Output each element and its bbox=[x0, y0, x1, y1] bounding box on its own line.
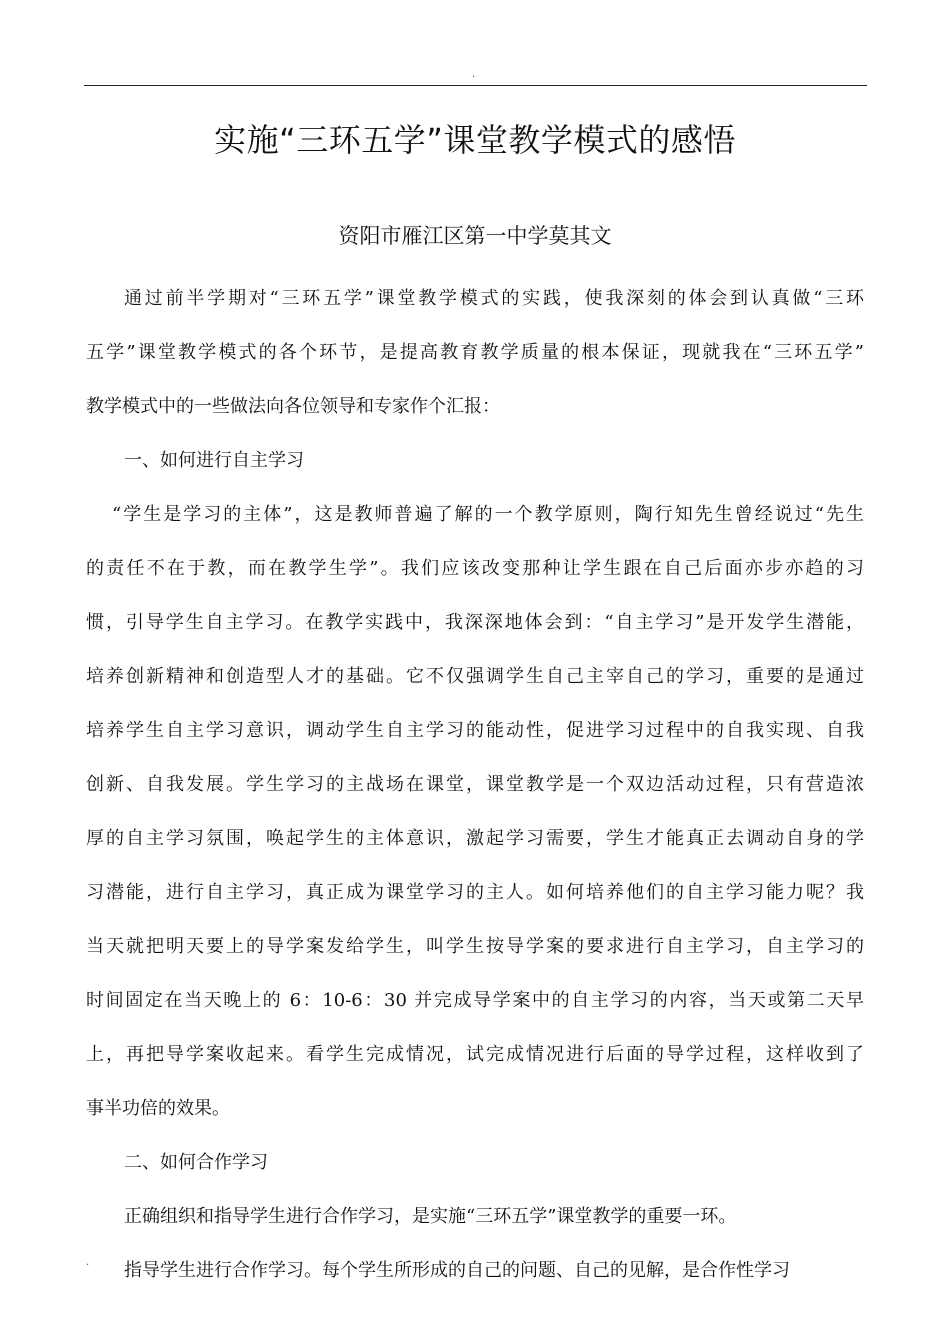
paragraph-line: 二、如何合作学习 bbox=[124, 1152, 268, 1173]
document-author: 资阳市雁江区第一中学莫其文 bbox=[338, 224, 612, 248]
footer-mark: . bbox=[86, 1257, 90, 1268]
paragraph-line: 培养创新精神和创造型人才的基础。它不仅强调学生自己主宰自己的学习，重要的是通过 bbox=[86, 666, 864, 687]
paragraph-line: 正确组织和指导学生进行合作学习，是实施“三环五学”课堂教学的重要一环。 bbox=[124, 1206, 737, 1227]
paragraph-line: 当天就把明天要上的导学案发给学生，叫学生按导学案的要求进行自主学习，自主学习的 bbox=[86, 936, 864, 957]
paragraph-line: 时间固定在当天晚上的 6：10-6：30 并完成导学案中的自主学习的内容，当天或第二天早 bbox=[86, 990, 864, 1011]
paragraph-line: 一、如何进行自主学习 bbox=[124, 450, 304, 471]
paragraph-line: 创新、自我发展。学生学习的主战场在课堂，课堂教学是一个双边活动过程，只有营造浓 bbox=[86, 774, 864, 795]
paragraph-line: 事半功倍的效果。 bbox=[86, 1098, 230, 1119]
paragraph-line: “学生是学习的主体”，这是教师普遍了解的一个教学原则，陶行知先生曾经说过“先生 bbox=[112, 504, 864, 525]
paragraph bbox=[86, 488, 864, 1136]
paragraph bbox=[86, 434, 864, 488]
paragraph-line: 指导学生进行合作学习。每个学生所形成的自己的问题、自己的见解，是合作性学习 bbox=[124, 1260, 790, 1281]
paragraph-line: 的责任不在于教，而在教学生学”。我们应该改变那种让学生跟在自己后面亦步亦趋的习 bbox=[86, 558, 864, 579]
paragraph-line: 惯，引导学生自主学习。在教学实践中，我深深地体会到：“自主学习”是开发学生潜能， bbox=[86, 612, 864, 633]
paragraph-line: 通过前半学期对“三环五学”课堂教学模式的实践，使我深刻的体会到认真做“三环 bbox=[124, 288, 864, 309]
paragraph-line: 五学”课堂教学模式的各个环节，是提高教育教学质量的根本保证，现就我在“三环五学” bbox=[86, 342, 864, 363]
paragraph bbox=[86, 272, 864, 434]
paragraph bbox=[86, 1190, 864, 1244]
paragraph-line: 教学模式中的一些做法向各位领导和专家作个汇报： bbox=[86, 396, 500, 417]
paragraph-line: 厚的自主学习氛围，唤起学生的主体意识，激起学习需要，学生才能真正去调动自身的学 bbox=[86, 828, 864, 849]
header-rule bbox=[84, 85, 867, 86]
paragraph bbox=[86, 1244, 864, 1298]
paragraph-line: 培养学生自主学习意识，调动学生自主学习的能动性，促进学习过程中的自我实现、自我 bbox=[86, 720, 864, 741]
header-mark: . bbox=[472, 69, 476, 80]
document-body bbox=[86, 272, 864, 1298]
paragraph-line: 习潜能，进行自主学习，真正成为课堂学习的主人。如何培养他们的自主学习能力呢？我 bbox=[86, 882, 864, 903]
paragraph bbox=[86, 1136, 864, 1190]
paragraph-line: 上，再把导学案收起来。看学生完成情况，试完成情况进行后面的导学过程，这样收到了 bbox=[86, 1044, 864, 1065]
document-title: 实施“三环五学”课堂教学模式的感悟 bbox=[214, 121, 736, 159]
